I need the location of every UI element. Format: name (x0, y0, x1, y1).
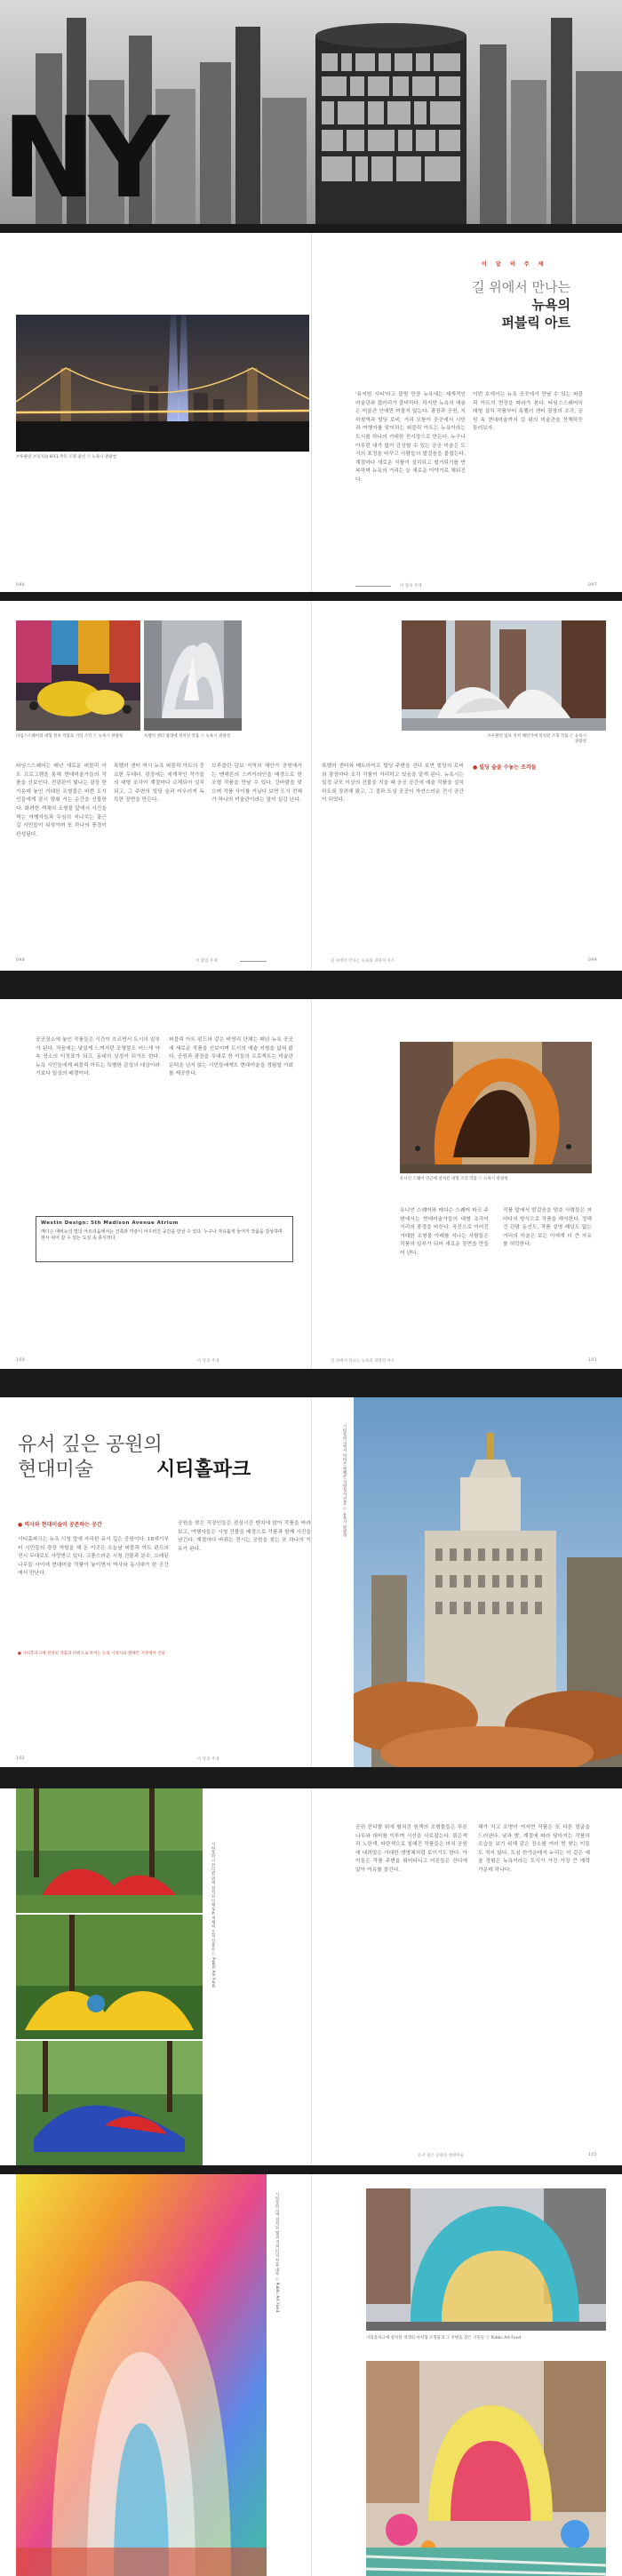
spread-6 (0, 2174, 622, 2576)
running-head-left: 이 달의 주제 (197, 1757, 219, 1762)
spread-1 (0, 233, 622, 592)
body-column-4: 작품 앞에서 발걸음을 멈춘 사람들은 저마다의 방식으로 작품을 해석한다. 정해진 관람 동선도, 작품 설명 패널도 없는 거리의 미술은 보는 이에게 더 큰 자유를 허락한다. (503, 1208, 592, 1248)
city-hall-building-photo (354, 1397, 622, 1767)
spread-4 (0, 1397, 622, 1767)
body-column-1: 공공장소에 놓인 작품들은 시간이 흐르면서 도시의 일부가 된다. 처음에는 낯설게 느껴지던 조형물도 어느새 약속 장소의 이정표가 되고, 동네의 상징이 되기도 한다. 뉴욕 시민들에게 퍼블릭 아트는 특별한 감상의 대상이라기보다 일상의 배경이다. (36, 1037, 160, 1077)
footer-rule (355, 586, 391, 587)
article-title-line3: 퍼블릭 아트 (501, 315, 570, 331)
body-column-2: 이번 호에서는 뉴욕 곳곳에서 만날 수 있는 퍼블릭 아트의 현장을 따라가 본다. 타임스스퀘어의 대형 설치 작품부터 록펠러 센터 광장의 조각, 공원 속 현대미술까지 길 위의 미술관을 산책하듯 둘러보자. (473, 392, 583, 432)
cover-brand-title: NY (2, 92, 163, 223)
body-column-2: 퍼블릭 아트 펀드와 같은 비영리 단체는 매년 뉴욕 곳곳에 새로운 작품을 선보이며 도시의 예술 지형을 넓혀 왔다. 공원과 광장을 무대로 한 이들의 프로젝트는 미술관 문턱을 넘지 않는 시민들에게도 현대미술을 경험할 기회를 제공한다. (169, 1037, 293, 1077)
park-sculptures-photo-3 (16, 2041, 203, 2165)
side-caption: 시티홀파크에 설치된 빛과 색의 터널 작품 내부 ⓒ Public Art Fund (275, 2192, 279, 2313)
times-square-sculpture-photo (16, 620, 140, 731)
spread-gutter (311, 1397, 312, 1767)
side-caption: 시티홀파크 잔디밭 위에 설치된 다채로운 색채의 조형 작품들 ⓒ Public Art Fund (211, 1842, 215, 1988)
photo-caption-right: 브루클린 덤보 지역 해안가에 설치된 조형 작품 ⓒ 뉴욕시 관광청 (487, 734, 586, 744)
body-column-1: 시티홀파크는 뉴욕 시청 앞에 자리한 유서 깊은 공원이다. 18세기부터 시민들의 광장 역할을 해 온 이곳은 오늘날 퍼블릭 아트 펀드의 전시 무대로도 사랑받고 있다. 고풍스러운 시청 건물과 분수, 오래된 나무들 사이에 현대미술 작품이 놓이면서 역사와 동시대가 한 공간에서 만난다. (18, 1537, 169, 1577)
folio-right: 105 (588, 2153, 598, 2157)
article-title-bold: 시티홀파크 (156, 1459, 251, 1481)
photo-caption-left: 타임스스퀘어의 대형 설치 작품과 거리 조각 ⓒ 뉴욕시 관광청 (16, 734, 124, 739)
running-head-right: 길 위에서 만나는 뉴욕의 퍼블릭 아트 (331, 959, 395, 964)
folio-left: 102 (16, 1756, 26, 1761)
body-column-1: 공원 잔디밭 위에 펼쳐진 원색의 조형물들은 푸른 나무와 대비를 이루며 시선을 사로잡는다. 붉은색과 노란색, 파란색으로 칠해진 작품들은 마치 공원에 내려앉은 거대한 생명체처럼 보이기도 한다. 아이들은 작품 주변을 뛰어다니고 어른들은 잔디에 앉아 여유를 즐긴다. (355, 1825, 467, 1873)
running-head-right: 길 위에서 만나는 뉴욕의 퍼블릭 아트 (331, 1359, 395, 1364)
body-column-2: 록펠러 센터 역시 뉴욕 퍼블릭 아트의 중요한 무대다. 광장에는 세계적인 작가들의 대형 조각이 계절마다 교체되어 설치되고, 그 주변의 빌딩 숲과 어우러져 독특한 장면을 만든다. (114, 764, 204, 804)
brooklyn-bridge-night-photo (16, 315, 309, 452)
park-sculptures-photo-1 (16, 1788, 203, 1913)
article-title-line2: 현대미술 (18, 1459, 94, 1481)
rockefeller-sculpture-photo (144, 620, 242, 731)
folio-right: 101 (588, 1358, 598, 1363)
light-tunnel-interior-photo (16, 2174, 267, 2576)
cover-spread (0, 0, 622, 224)
body-column-1: 타임스스퀘어는 매년 새로운 퍼블릭 아트 프로그램을 통해 현대미술가들의 작품을 선보인다. 전광판이 빛나는 광장 한가운데 놓인 거대한 조형물은 바쁜 도시인들에게 잠시 멈춰 서는 순간을 선물한다. 화려한 색채의 조형물 앞에서 사진을 찍는 여행자들과 무심히 지나치는 출근길 시민들이 뒤섞이며 또 하나의 풍경이 완성된다. (16, 764, 107, 837)
dumbo-waterfront-sculpture-photo (402, 620, 606, 731)
photo-caption: 시티홀파크에 설치된 색색의 아치형 조형물과 그 주변을 찾은 시민들 ⓒ Public Art Fund (366, 2336, 522, 2340)
photo-caption: 브루클린 브리지와 9/11 추모 조명 광선 ⓒ 뉴욕시 관광청 (16, 455, 116, 460)
body-column-2: 공원을 찾은 직장인들은 점심시간 벤치에 앉아 작품을 바라보고, 여행자들은 시청 건물을 배경으로 작품과 함께 사진을 남긴다. 계절마다 바뀌는 전시는 공원을 찾는 또 하나의 이유가 된다. (178, 1521, 311, 1552)
footer-rule (240, 961, 267, 962)
info-box-body: 매디슨 애비뉴의 빌딩 아트리움에서는 건축과 미술이 어우러진 공간을 만날 수 있다. 누구나 자유롭게 들어가 작품을 감상하며 잠시 쉬어 갈 수 있는 도심 속 휴식처다. (41, 1228, 283, 1242)
spread-gutter (311, 601, 312, 971)
folio-left: 096 (16, 583, 26, 588)
info-box (36, 1216, 293, 1262)
arch-sculpture-photo-2 (366, 2361, 606, 2576)
folio-left: 098 (16, 958, 26, 963)
body-column-4: 록펠러 센터와 메트라이프 빌딩 주변을 걷다 보면 빌딩의 로비와 광장마다 조각 작품이 자리하고 있음을 알게 된다. 뉴욕시는 일정 규모 이상의 건물을 지을 때 공공 공간에 예술 작품을 설치하도록 장려해 왔고, 그 결과 도심 곳곳이 자연스러운 전시 공간이 되었다. (322, 764, 464, 804)
article-title-line1: 유서 깊은 공원의 (18, 1434, 163, 1456)
park-sculptures-photo-2 (16, 1915, 203, 2039)
running-head-left: 이 달의 주제 (197, 1359, 219, 1364)
article-title-line2: 뉴욕의 (531, 297, 570, 313)
section-subhead: ● 역사와 현대미술이 공존하는 공간 (18, 1522, 102, 1528)
folio-right: 099 (588, 958, 598, 963)
folio-right: 097 (588, 583, 598, 588)
spread-5 (0, 1788, 622, 2165)
body-column-3: 유니언 스퀘어와 매디슨 스퀘어 파크 주변에서는 현대미술가들의 대형 조각이 거리의 풍경을 바꾼다. 곡선으로 이어진 거대한 조형물 아래를 지나는 사람들은 작품의 일부가 되어 새로운 장면을 만들어 낸다. (400, 1208, 489, 1256)
photo-caption: 유니언 스퀘어 인근에 설치된 대형 조각 작품 ⓒ 뉴욕시 관광청 (400, 1177, 508, 1181)
section-subhead: ● 빌딩 숲을 수놓는 조각들 (473, 764, 537, 771)
running-head: 이 달의 주제 (400, 584, 422, 588)
article-title-line1: 길 위에서 만나는 (472, 279, 570, 295)
section-kicker: 이 달 의 주 제 (482, 261, 547, 268)
folio-left: 100 (16, 1358, 26, 1363)
side-caption: 시티홀파크에서 바라본 맨해튼 지방청사 건물 ⓒ 뉴욕시 관광청 (342, 1424, 347, 1538)
spread-gutter (311, 233, 312, 592)
spread-2 (0, 601, 622, 971)
info-box-title: Westin Design: 5th Madison Avenue Atrium (41, 1220, 179, 1226)
article-note: ● 시티홀파크에 설치된 작품과 뒤편으로 보이는 뉴욕 시청사와 맨해튼 지방청사 건물 (18, 1652, 166, 1656)
spread-gutter (311, 1788, 312, 2165)
body-column-3: 브루클린 덤보 지역의 해안가 공원에서는 맨해튼의 스카이라인을 배경으로 한 조형 작품을 만날 수 있다. 강바람을 맞으며 작품 사이를 거닐다 보면 도시 전체가 하나의 미술관이라는 말이 실감 난다. (211, 764, 302, 804)
union-square-sculpture-photo (400, 1042, 592, 1173)
spread-gutter (311, 999, 312, 1369)
running-head-right: 유서 깊은 공원의 현대미술 (418, 2154, 465, 2158)
body-column-2: 해가 지고 조명이 켜지면 작품은 또 다른 얼굴을 드러낸다. 낮과 밤, 계절에 따라 달라지는 작품의 모습을 보기 위해 같은 장소를 여러 번 찾는 이들도 적지 않다. 도심 한가운데서 누리는 이 같은 예술 경험은 뉴욕이라는 도시가 가진 가장 큰 매력 가운데 하나다. (478, 1825, 590, 1873)
spread-3 (0, 999, 622, 1369)
body-column-1: '뮤지엄 시티'라고 불릴 만큼 뉴욕에는 세계적인 미술관과 갤러리가 즐비하다. 하지만 뉴욕의 예술은 미술관 안에만 머물지 않는다. 광장과 공원, 지하철역과 빌딩 로비, 거리 모퉁이 곳곳에서 시민과 여행자를 맞이하는 퍼블릭 아트는 뉴욕이라는 도시를 하나의 거대한 전시장으로 만든다. 누구나 아무런 대가 없이 감상할 수 있는 공공 미술은 도시의 표정을 바꾸고 사람들의 발걸음을 붙잡는다. 계절마다 새로운 작품이 설치되고 철거되기를 반복하며 뉴욕의 거리는 늘 새로운 이야기로 채워진다. (355, 392, 466, 483)
arch-sculpture-photo-1 (366, 2188, 606, 2331)
running-head-left: 이 달의 주제 (195, 959, 218, 964)
photo-caption-mid: 록펠러 센터 광장에 설치된 작품 ⓒ 뉴욕시 관광청 (144, 734, 231, 739)
spread-gutter (311, 2174, 312, 2576)
